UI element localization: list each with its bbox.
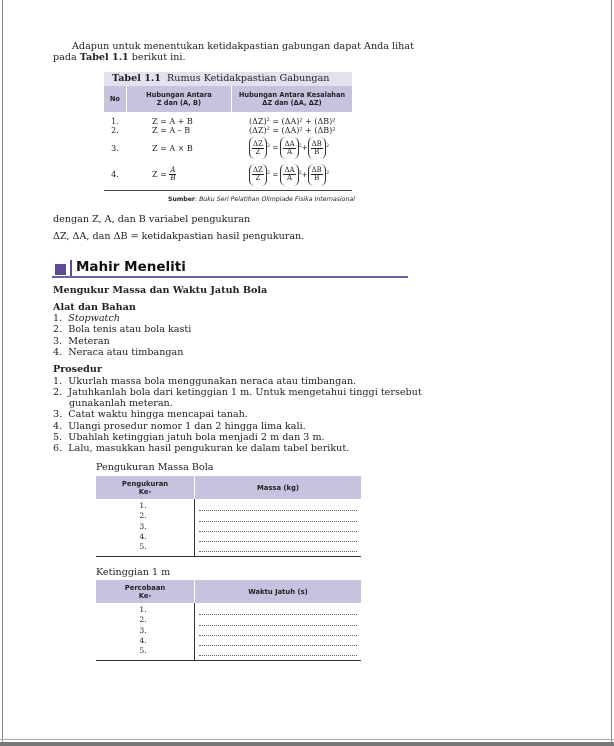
page-edge-right (611, 0, 612, 746)
fill-in-line[interactable] (199, 522, 357, 532)
table-row: 1. (139, 501, 147, 510)
fill-in-line[interactable] (199, 626, 357, 636)
table-row: 1. Z = A + B (ΔZ) 2 = (ΔA)² + (ΔB)² (111, 116, 336, 126)
page-edge-left (2, 0, 3, 746)
fill-in-line[interactable] (199, 532, 357, 542)
section-underline (52, 276, 408, 278)
intro-line-1: Adapun untuk menentukan ketidakpastian gabungan dapat Anda lihat (72, 41, 414, 52)
list-item: 4. Neraca atau timbangan (53, 347, 184, 358)
list-item: 4. Ulangi prosedur nomor 1 dan 2 hingga lima kali. (53, 421, 306, 432)
table-row: 2. Z = A – B (ΔZ) 2 = (ΔA)² + (ΔB)² (111, 125, 336, 135)
list-item: 2. Jatuhkanlah bola dari ketinggian 1 m. Untuk mengetahui tinggi tersebut (53, 387, 422, 398)
section-title: Mahir Meneliti (76, 259, 186, 275)
time-table-title: Ketinggian 1 m (96, 567, 171, 578)
table-row: 4. Z = $\frac{A}{B}$ $\frac{\Delta Z}{Z}$ 2 = $\frac{\Delta A}{A}$ 2 + $\frac{\Delta B}{B}$ 2 (104, 161, 352, 188)
header-no: No (104, 86, 127, 112)
table-row: 1. (139, 605, 147, 614)
mass-table-header: Pengukuran Ke- Massa (kg) (96, 476, 361, 499)
page-edge-bottom-line (0, 739, 614, 740)
section-square-icon (55, 264, 66, 275)
variables-line: dengan Z, A, dan B variabel pengukuran (53, 214, 251, 225)
table-row: 4. (139, 635, 147, 645)
materials-heading: Alat dan Bahan (53, 302, 136, 313)
table-row: 5. (139, 542, 147, 552)
header-relation: Hubungan Antara Z dan (A, B) (127, 86, 232, 112)
fill-in-line[interactable] (199, 615, 357, 625)
header-error-relation: Hubungan Antara Kesalahan ΔZ dan (ΔA, ΔZ) (238, 91, 346, 107)
list-item: 3. Meteran (53, 336, 110, 347)
page-edge-bottom (0, 742, 614, 746)
list-item-continuation: gunakanlah meteran. (69, 398, 173, 409)
table-row: 2. (139, 511, 147, 521)
fill-in-line[interactable] (199, 542, 357, 552)
mass-table (96, 476, 361, 557)
table-row: 4. (139, 531, 147, 541)
fill-in-line[interactable] (199, 605, 357, 615)
intro-line-2: pada Tabel 1.1 berikut ini. (53, 52, 186, 63)
time-table (96, 580, 361, 661)
mass-table-title: Pengukuran Massa Bola (96, 462, 214, 473)
activity-title: Mengukur Massa dan Waktu Jatuh Bola (53, 285, 268, 296)
table-caption: Tabel 1.1 Rumus Ketidakpastian Gabungan (104, 72, 352, 86)
list-item: 6. Lalu, masukkan hasil pengukuran ke dalam tabel berikut. (53, 443, 350, 454)
fill-in-line[interactable] (199, 646, 357, 656)
table-row: 2. (139, 615, 147, 625)
list-item: 5. Ubahlah ketinggian jatuh bola menjadi 2 m dan 3 m. (53, 432, 325, 443)
time-table-header: Percobaan Ke- Waktu Jatuh (s) (96, 580, 361, 603)
table-row: 3. (139, 625, 147, 635)
list-item: 1. Stopwatch (53, 313, 120, 324)
table-1-1 (104, 72, 352, 191)
fill-in-line[interactable] (199, 501, 357, 511)
table-body (104, 117, 352, 191)
table-row: 3. Z = A × B $\frac{\Delta Z}{Z}$ 2 = $\frac{\Delta A}{A}$ 2 + $\frac{\Delta B}{B}$ 2 (104, 135, 352, 161)
list-item: 1. Ukurlah massa bola menggunakan neraca atau timbangan. (53, 376, 357, 387)
procedure-heading: Prosedur (53, 364, 102, 375)
section-bar (70, 260, 72, 277)
fill-in-line[interactable] (199, 636, 357, 646)
table-source: Sumber: Buku Seri Pelatihan Olimpiade Fisika Internasional (168, 196, 355, 203)
list-item: 2. Bola tenis atau bola kasti (53, 324, 192, 335)
uncertainty-line: ΔZ, ΔA, dan ΔB = ketidakpastian hasil pengukuran. (53, 231, 305, 242)
list-item: 3. Catat waktu hingga mencapai tanah. (53, 409, 248, 420)
table-header (104, 86, 352, 112)
fill-in-line[interactable] (199, 511, 357, 521)
table-row: 5. (139, 646, 147, 656)
table-row: 3. (139, 521, 147, 531)
